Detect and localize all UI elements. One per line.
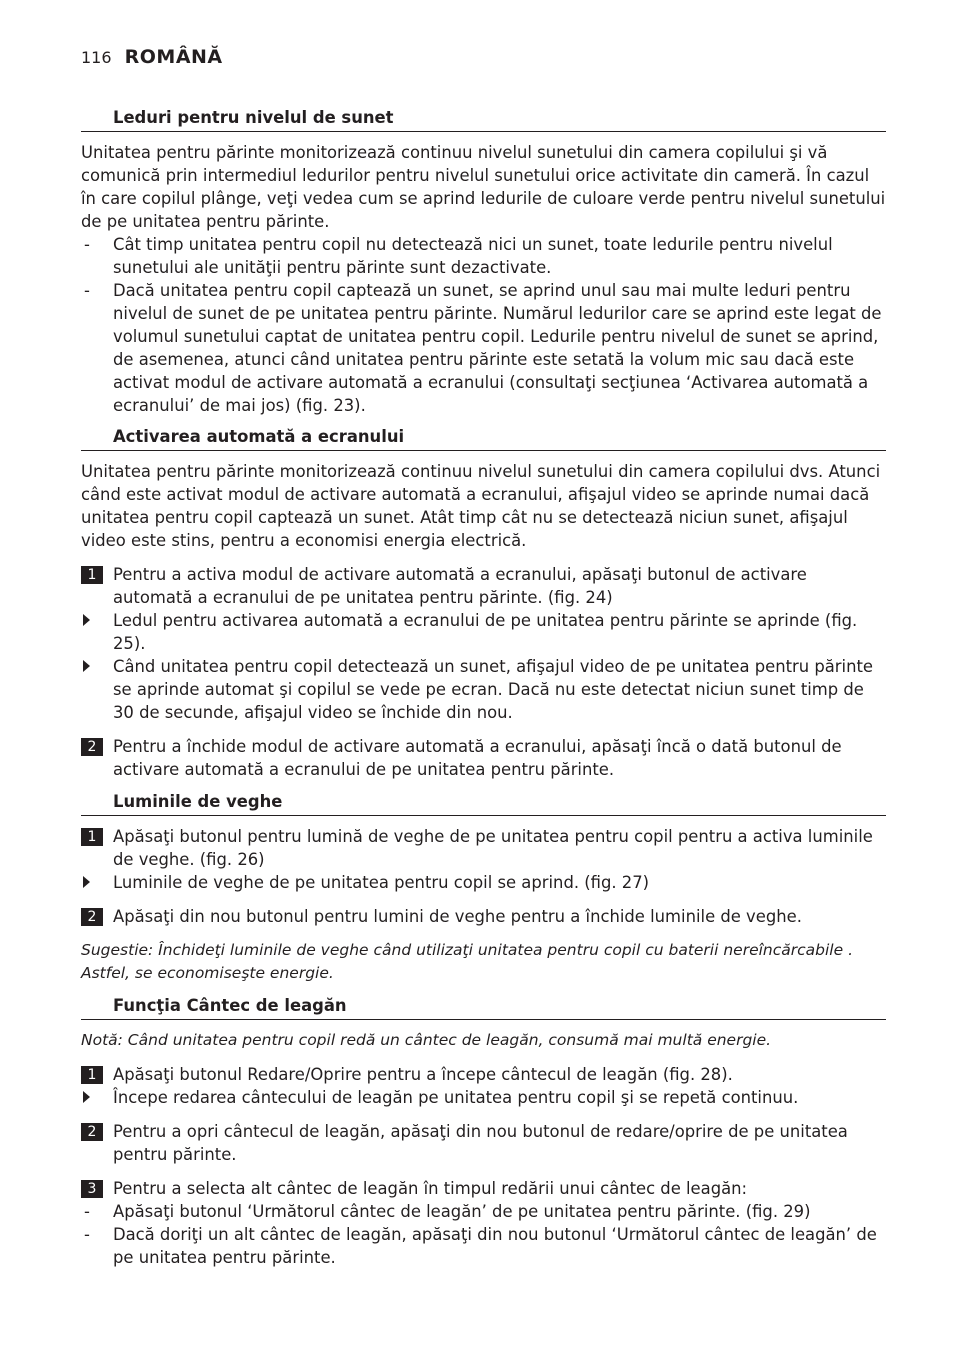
step-text: Pentru a selecta alt cântec de leagăn în timpul redării unui cântec de leagăn:	[113, 1179, 748, 1198]
bullet-text: Dacă unitatea pentru copil captează un sunet, se aprind unul sau mai multe leduri pentru nivelul de sunet de pe unitatea pentru părinte. Numărul ledurilor care se aprind este legat de volumul sunetului captat de unitatea pentru copil. Ledurile pentru nivelul de sunet se aprind, de asemenea, atunci când unitatea pentru părinte este setată la volum mic sau dacă este activat modul de activare automată a ecranului (consultaţi secţiunea ‘Activarea automată a ecranului’ de mai jos) (fig. 23).	[113, 281, 882, 415]
step-item	[81, 1120, 886, 1166]
step-item	[81, 1177, 886, 1200]
bullet-item	[81, 233, 886, 279]
bullet-text: Apăsaţi butonul ‘Următorul cântec de leagăn’ de pe unitatea pentru părinte. (fig. 29)	[113, 1202, 811, 1221]
result-text: Când unitatea pentru copil detectează un sunet, afişajul video de pe unitatea pentru părinte se aprinde automat şi copilul se vede pe ecran. Dacă nu este detectat niciun sunet timp de 30 de secunde, afişajul video se închide din nou.	[113, 657, 873, 722]
dash-marker: -	[84, 1202, 90, 1221]
result-arrow-icon	[83, 876, 90, 888]
dash-marker: -	[84, 235, 90, 254]
document-body	[81, 106, 886, 1269]
step-item	[81, 905, 886, 928]
dash-marker: -	[84, 281, 90, 300]
step-number: 1	[81, 566, 103, 584]
tip-text: Sugestie: Închideţi luminile de veghe când utilizaţi unitatea pentru copil cu baterii nereîncărcabile . Astfel, se economiseşte energie.	[81, 941, 854, 982]
result-arrow-icon	[83, 614, 90, 626]
language-label: ROMÂNĂ	[124, 46, 223, 68]
step-text: Apăsaţi din nou butonul pentru lumini de veghe pentru a închide luminile de veghe.	[113, 907, 802, 926]
page-header	[81, 46, 223, 68]
step-number: 2	[81, 738, 103, 756]
result-item	[81, 609, 886, 655]
section-heading-lullaby: Funcţia Cântec de leagăn	[81, 994, 886, 1020]
bullet-item	[81, 279, 886, 417]
step-item	[81, 825, 886, 871]
note-text: Notă: Când unitatea pentru copil redă un cântec de leagăn, consumă mai multă energie.	[81, 1031, 772, 1049]
step-text: Apăsaţi butonul Redare/Oprire pentru a începe cântecul de leagăn (fig. 28).	[113, 1065, 733, 1084]
section-intro: Unitatea pentru părinte monitorizează continuu nivelul sunetului din camera copilului şi vă comunică prin intermediul ledurilor pentru nivelul sunetului orice activitate din cameră. În cazul în care copilul plânge, veţi vedea cum se aprind ledurile de culoare verde pentru nivelul sunetului de pe unitatea pentru părinte.	[81, 143, 886, 231]
section-heading-sound-leds: Leduri pentru nivelul de sunet	[81, 106, 886, 132]
step-text: Pentru a opri cântecul de leagăn, apăsaţi din nou butonul de redare/oprire de pe unitatea pentru părinte.	[113, 1122, 848, 1164]
bullet-text: Dacă doriţi un alt cântec de leagăn, apăsaţi din nou butonul ‘Următorul cântec de leagăn’ de pe unitatea pentru părinte.	[113, 1225, 877, 1267]
dash-marker: -	[84, 1225, 90, 1244]
page-number: 116	[81, 48, 112, 67]
step-text: Apăsaţi butonul pentru lumină de veghe de pe unitatea pentru copil pentru a activa luminile de veghe. (fig. 26)	[113, 827, 873, 869]
section-heading-night-lights: Luminile de veghe	[81, 790, 886, 816]
result-text: Începe redarea cântecului de leagăn pe unitatea pentru copil şi se repetă continuu.	[113, 1088, 799, 1107]
section-intro: Unitatea pentru părinte monitorizează continuu nivelul sunetului din camera copilului dvs. Atunci când este activat modul de activare automată a ecranului, afişajul video se aprinde numai dacă unitatea pentru copil captează un sunet. Atât timp cât nu se detectează niciun sunet, afişajul video este stins, pentru a economisi energia electrică.	[81, 462, 881, 550]
step-number: 1	[81, 828, 103, 846]
result-item	[81, 1086, 886, 1109]
step-text: Pentru a activa modul de activare automată a ecranului, apăsaţi butonul de activare automată a ecranului de pe unitatea pentru părinte. (fig. 24)	[113, 565, 807, 607]
section-heading-auto-screen: Activarea automată a ecranului	[81, 425, 886, 451]
step-item	[81, 735, 886, 781]
step-number: 1	[81, 1066, 103, 1084]
step-number: 2	[81, 908, 103, 926]
bullet-text: Cât timp unitatea pentru copil nu detectează nici un sunet, toate ledurile pentru nivelul sunetului ale unităţii pentru părinte sunt dezactivate.	[113, 235, 833, 277]
step-item	[81, 1063, 886, 1086]
step-number: 3	[81, 1180, 103, 1198]
result-item	[81, 871, 886, 894]
result-arrow-icon	[83, 1091, 90, 1103]
step-text: Pentru a închide modul de activare automată a ecranului, apăsaţi încă o dată butonul de activare automată a ecranului de pe unitatea pentru părinte.	[113, 737, 842, 779]
step-item	[81, 563, 886, 609]
result-arrow-icon	[83, 660, 90, 672]
bullet-item	[81, 1223, 886, 1269]
result-item	[81, 655, 886, 724]
result-text: Luminile de veghe de pe unitatea pentru copil se aprind. (fig. 27)	[113, 873, 650, 892]
result-text: Ledul pentru activarea automată a ecranului de pe unitatea pentru părinte se aprinde (fig. 25).	[113, 611, 858, 653]
bullet-item	[81, 1200, 886, 1223]
step-number: 2	[81, 1123, 103, 1141]
